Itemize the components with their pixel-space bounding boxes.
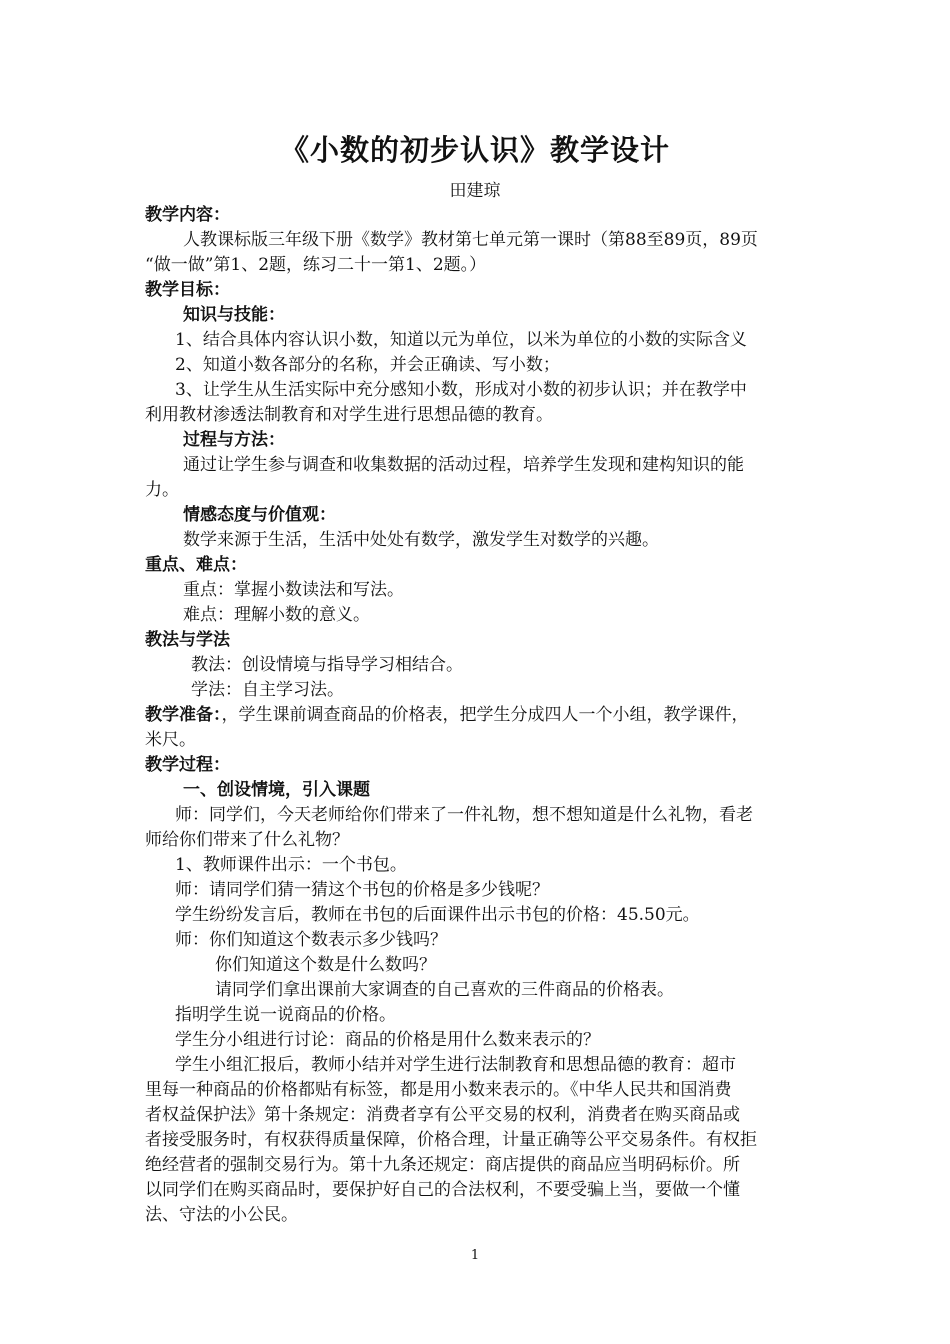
page-title: 《小数的初步认识》教学设计: [279, 133, 670, 167]
paragraph-line: 学生小组汇报后，教师小结并对学生进行法制教育和思想品德的教育：超市: [175, 1055, 736, 1075]
subheading-process-methods: 过程与方法：: [183, 430, 285, 450]
heading-methods: 教法与学法: [145, 630, 230, 650]
paragraph-line: 人教课标版三年级下册《数学》教材第七单元第一课时（第88至89页，89页: [183, 230, 758, 250]
list-item: 1、结合具体内容认识小数，知道以元为单位，以米为单位的小数的实际含义: [175, 330, 747, 350]
page-number: 1: [470, 1248, 480, 1263]
paragraph-line: 力。: [145, 480, 179, 500]
paragraph-line: 1、教师课件出示：一个书包。: [175, 855, 407, 875]
heading-key-points: 重点、难点：: [145, 555, 247, 575]
paragraph-line: 数学来源于生活，生活中处处有数学，激发学生对数学的兴趣。: [183, 530, 659, 550]
paragraph-line: 通过让学生参与调查和收集数据的活动过程，培养学生发现和建构知识的能: [183, 455, 744, 475]
author-name: 田建琼: [449, 181, 501, 201]
paragraph-line: 教法：创设情境与指导学习相结合。: [191, 655, 463, 675]
paragraph-line: 法、守法的小公民。: [145, 1205, 298, 1225]
paragraph-line: 指明学生说一说商品的价格。: [175, 1005, 396, 1025]
subheading-section-one: 一、创设情境，引入课题: [183, 780, 370, 800]
paragraph-line: 你们知道这个数是什么数吗？: [215, 955, 436, 975]
heading-teaching-content: 教学内容：: [145, 205, 230, 225]
paragraph-line: 师给你们带来了什么礼物？: [145, 830, 349, 850]
paragraph-line: 学法：自主学习法。: [191, 680, 344, 700]
list-item: 2、知道小数各部分的名称，并会正确读、写小数；: [175, 355, 560, 375]
paragraph-line: 请同学们拿出课前大家调查的自己喜欢的三件商品的价格表。: [215, 980, 674, 1000]
paragraph-line: 难点：理解小数的意义。: [183, 605, 370, 625]
preparation-text: ，学生课前调查商品的价格表，把学生分成四人一个小组，教学课件，: [221, 705, 749, 725]
paragraph-line: 师：同学们，今天老师给你们带来了一件礼物，想不想知道是什么礼物，看老: [175, 805, 753, 825]
paragraph-line: 学生纷纷发言后，教师在书包的后面课件出示书包的价格：45.50元。: [175, 905, 700, 925]
list-item: 3、让学生从生活实际中充分感知小数，形成对小数的初步认识；并在教学中: [175, 380, 747, 400]
paragraph-line: 者权益保护法》第十条规定：消费者享有公平交易的权利，消费者在购买商品或: [145, 1105, 740, 1125]
paragraph-line: 里每一种商品的价格都贴有标签，都是用小数来表示的。《中华人民共和国消费: [145, 1080, 732, 1100]
paragraph-line: 师：你们知道这个数表示多少钱吗？: [175, 930, 447, 950]
paragraph-line: [145, 703, 810, 727]
paragraph-line: 米尺。: [145, 730, 196, 750]
paragraph-line: 学生分小组进行讨论：商品的价格是用什么数来表示的？: [175, 1030, 600, 1050]
paragraph-line: 者接受服务时，有权获得质量保障，价格合理，计量正确等公平交易条件。有权拒: [145, 1130, 757, 1150]
paragraph-line: 利用教材渗透法制教育和对学生进行思想品德的教育。: [145, 405, 553, 425]
paragraph-line: 师：请同学们猜一猜这个书包的价格是多少钱呢？: [175, 880, 549, 900]
subheading-attitude-values: 情感态度与价值观：: [183, 505, 336, 525]
paragraph-line: 绝经营者的强制交易行为。第十九条还规定：商店提供的商品应当明码标价。所: [145, 1155, 740, 1175]
heading-preparation: 教学准备：: [145, 705, 222, 725]
paragraph-line: “做一做”第1、2题，练习二十一第1、2题。）: [145, 255, 487, 275]
paragraph-line: 以同学们在购买商品时，要保护好自己的合法权利，不要受骗上当，要做一个懂: [145, 1180, 740, 1200]
heading-teaching-process: 教学过程：: [145, 755, 230, 775]
subheading-knowledge-skills: 知识与技能：: [183, 305, 285, 325]
paragraph-line: 重点：掌握小数读法和写法。: [183, 580, 404, 600]
heading-teaching-goals: 教学目标：: [145, 280, 230, 300]
